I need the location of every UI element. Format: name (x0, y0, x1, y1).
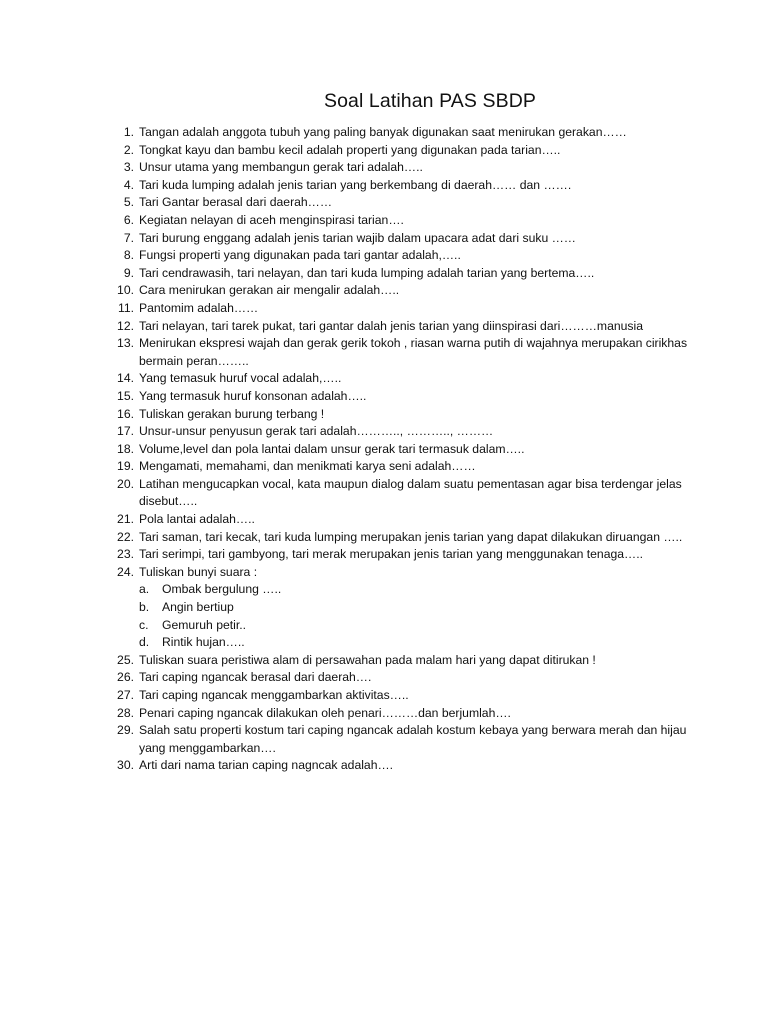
sub-question-letter: a. (139, 582, 150, 597)
question-item (112, 722, 712, 757)
question-item (112, 458, 712, 476)
sub-question-letter: d. (139, 635, 150, 650)
question-number: 17. (117, 424, 134, 439)
question-number: 10. (117, 283, 134, 298)
question-text: Tuliskan suara peristiwa alam di persawahan pada malam hari yang dapat ditirukan ! (139, 652, 596, 667)
question-text: Tari caping ngancak berasal dari daerah…. (139, 670, 372, 685)
question-text: Unsur-unsur penyusun gerak tari adalah……….., ……….., ……… (139, 424, 494, 439)
question-text: Penari caping ngancak dilakukan oleh penari………dan berjumlah…. (139, 705, 511, 720)
question-item (112, 511, 712, 529)
question-text: Tari burung enggang adalah jenis tarian wajib dalam upacara adat dari suku …… (139, 230, 576, 245)
question-number: 11. (117, 300, 134, 315)
question-text: Latihan mengucapkan vocal, kata maupun dialog dalam suatu pementasan agar bisa terdengar jelas disebut….. (139, 476, 682, 509)
question-number: 6. (123, 212, 134, 227)
question-number: 13. (117, 336, 134, 351)
question-number: 25. (117, 652, 134, 667)
sub-question-item (139, 599, 712, 617)
question-text: Unsur utama yang membangun gerak tari adalah….. (139, 160, 423, 175)
question-text: Yang termasuk huruf konsonan adalah….. (139, 388, 367, 403)
question-text: Pantomim adalah…… (139, 300, 259, 315)
question-text: Volume,level dan pola lantai dalam unsur gerak tari termasuk dalam….. (139, 441, 525, 456)
sub-question-letter: c. (139, 617, 149, 632)
question-list (112, 124, 712, 775)
question-text: Kegiatan nelayan di aceh menginspirasi tarian…. (139, 212, 404, 227)
question-number: 20. (117, 476, 134, 491)
question-item (112, 529, 712, 547)
question-item (112, 335, 712, 370)
question-number: 9. (123, 265, 134, 280)
sub-question-text: Angin bertiup (162, 600, 234, 615)
question-text: Salah satu properti kostum tari caping ngancak adalah kostum kebaya yang berwara merah dan hijau yang menggambarkan…. (139, 723, 687, 755)
question-text: Tuliskan gerakan burung terbang ! (139, 406, 325, 421)
question-item (112, 124, 712, 142)
question-text: Tongkat kayu dan bambu kecil adalah properti yang digunakan pada tarian….. (139, 142, 561, 157)
sub-question-item (139, 634, 712, 652)
question-item (112, 230, 712, 248)
question-number: 2. (123, 142, 134, 157)
question-item (112, 159, 712, 177)
question-item (112, 265, 712, 283)
question-item (112, 370, 712, 388)
question-item (112, 441, 712, 459)
sub-question-item (139, 617, 712, 635)
question-item (112, 247, 712, 265)
sub-question-text: Ombak bergulung ….. (162, 582, 282, 597)
question-text: Cara menirukan gerakan air mengalir adalah….. (139, 283, 400, 298)
page-title: Soal Latihan PAS SBDP (323, 90, 537, 112)
question-item (112, 476, 712, 511)
question-text: Tangan adalah anggota tubuh yang paling banyak digunakan saat menirukan gerakan…… (139, 125, 627, 139)
sub-question-text: Rintik hujan….. (162, 635, 245, 650)
question-number: 4. (123, 177, 134, 192)
question-text: Tari caping ngancak menggambarkan aktivitas….. (139, 688, 409, 702)
question-item (112, 423, 712, 441)
question-item (112, 388, 712, 406)
sub-question-item (139, 581, 712, 599)
sub-question-text: Gemuruh petir.. (162, 617, 246, 632)
question-text: Mengamati, memahami, dan menikmati karya seni adalah…… (139, 459, 476, 474)
question-number: 18. (117, 441, 134, 456)
question-text: Menirukan ekspresi wajah dan gerak gerik tokoh , riasan warna putih di wajahnya merupakan cirikhas bermain peran…….. (139, 336, 688, 368)
question-text: Tari nelayan, tari tarek pukat, tari gantar dalah jenis tarian yang diinspirasi dari………manusia (139, 318, 644, 333)
question-number: 27. (117, 688, 134, 702)
question-item (112, 194, 712, 212)
question-item (112, 177, 712, 195)
question-number: 3. (123, 160, 134, 175)
question-text: Pola lantai adalah….. (139, 512, 255, 527)
question-text: Tari Gantar berasal dari daerah…… (139, 195, 333, 210)
question-text: Tari cendrawasih, tari nelayan, dan tari kuda lumping adalah tarian yang bertema….. (139, 265, 595, 280)
question-number: 12. (117, 318, 134, 333)
question-item (112, 406, 712, 424)
question-number: 21. (117, 512, 134, 527)
question-number: 16. (117, 406, 134, 421)
question-text: Tari saman, tari kecak, tari kuda lumping merupakan jenis tarian yang dapat dilakukan diruangan ….. (139, 529, 683, 544)
question-number: 26. (117, 670, 134, 685)
question-number: 23. (117, 547, 134, 562)
question-item (112, 757, 712, 775)
question-item (112, 282, 712, 300)
question-number: 15. (117, 388, 134, 403)
question-number: 30. (117, 758, 134, 773)
question-item (112, 300, 712, 318)
sub-question-list (139, 581, 712, 651)
question-text: Tari serimpi, tari gambyong, tari merak merupakan jenis tarian yang menggunakan tenaga….. (139, 547, 644, 562)
question-text: Yang temasuk huruf vocal adalah,….. (139, 371, 342, 386)
sub-question-letter: b. (139, 600, 150, 615)
question-text: Arti dari nama tarian caping nagncak adalah…. (139, 758, 394, 773)
question-text: Tuliskan bunyi suara : (139, 564, 258, 579)
question-number: 29. (117, 723, 134, 738)
question-item (112, 142, 712, 160)
question-text: Fungsi properti yang digunakan pada tari gantar adalah,….. (139, 248, 461, 263)
question-text: Tari kuda lumping adalah jenis tarian yang berkembang di daerah…… dan ……. (139, 177, 572, 192)
question-item (112, 652, 712, 670)
question-number: 14. (117, 371, 134, 386)
question-item (112, 212, 712, 230)
question-item (112, 546, 712, 564)
question-number: 19. (117, 459, 134, 474)
question-number: 28. (117, 705, 134, 720)
question-item (112, 564, 712, 652)
question-number: 24. (117, 564, 134, 579)
question-number: 7. (123, 230, 134, 245)
question-number: 1. (123, 125, 134, 139)
question-number: 22. (117, 529, 134, 544)
question-item (112, 705, 712, 723)
question-item (112, 687, 712, 705)
question-number: 5. (123, 195, 134, 210)
question-item (112, 669, 712, 687)
question-number: 8. (123, 248, 134, 263)
question-item (112, 318, 712, 336)
